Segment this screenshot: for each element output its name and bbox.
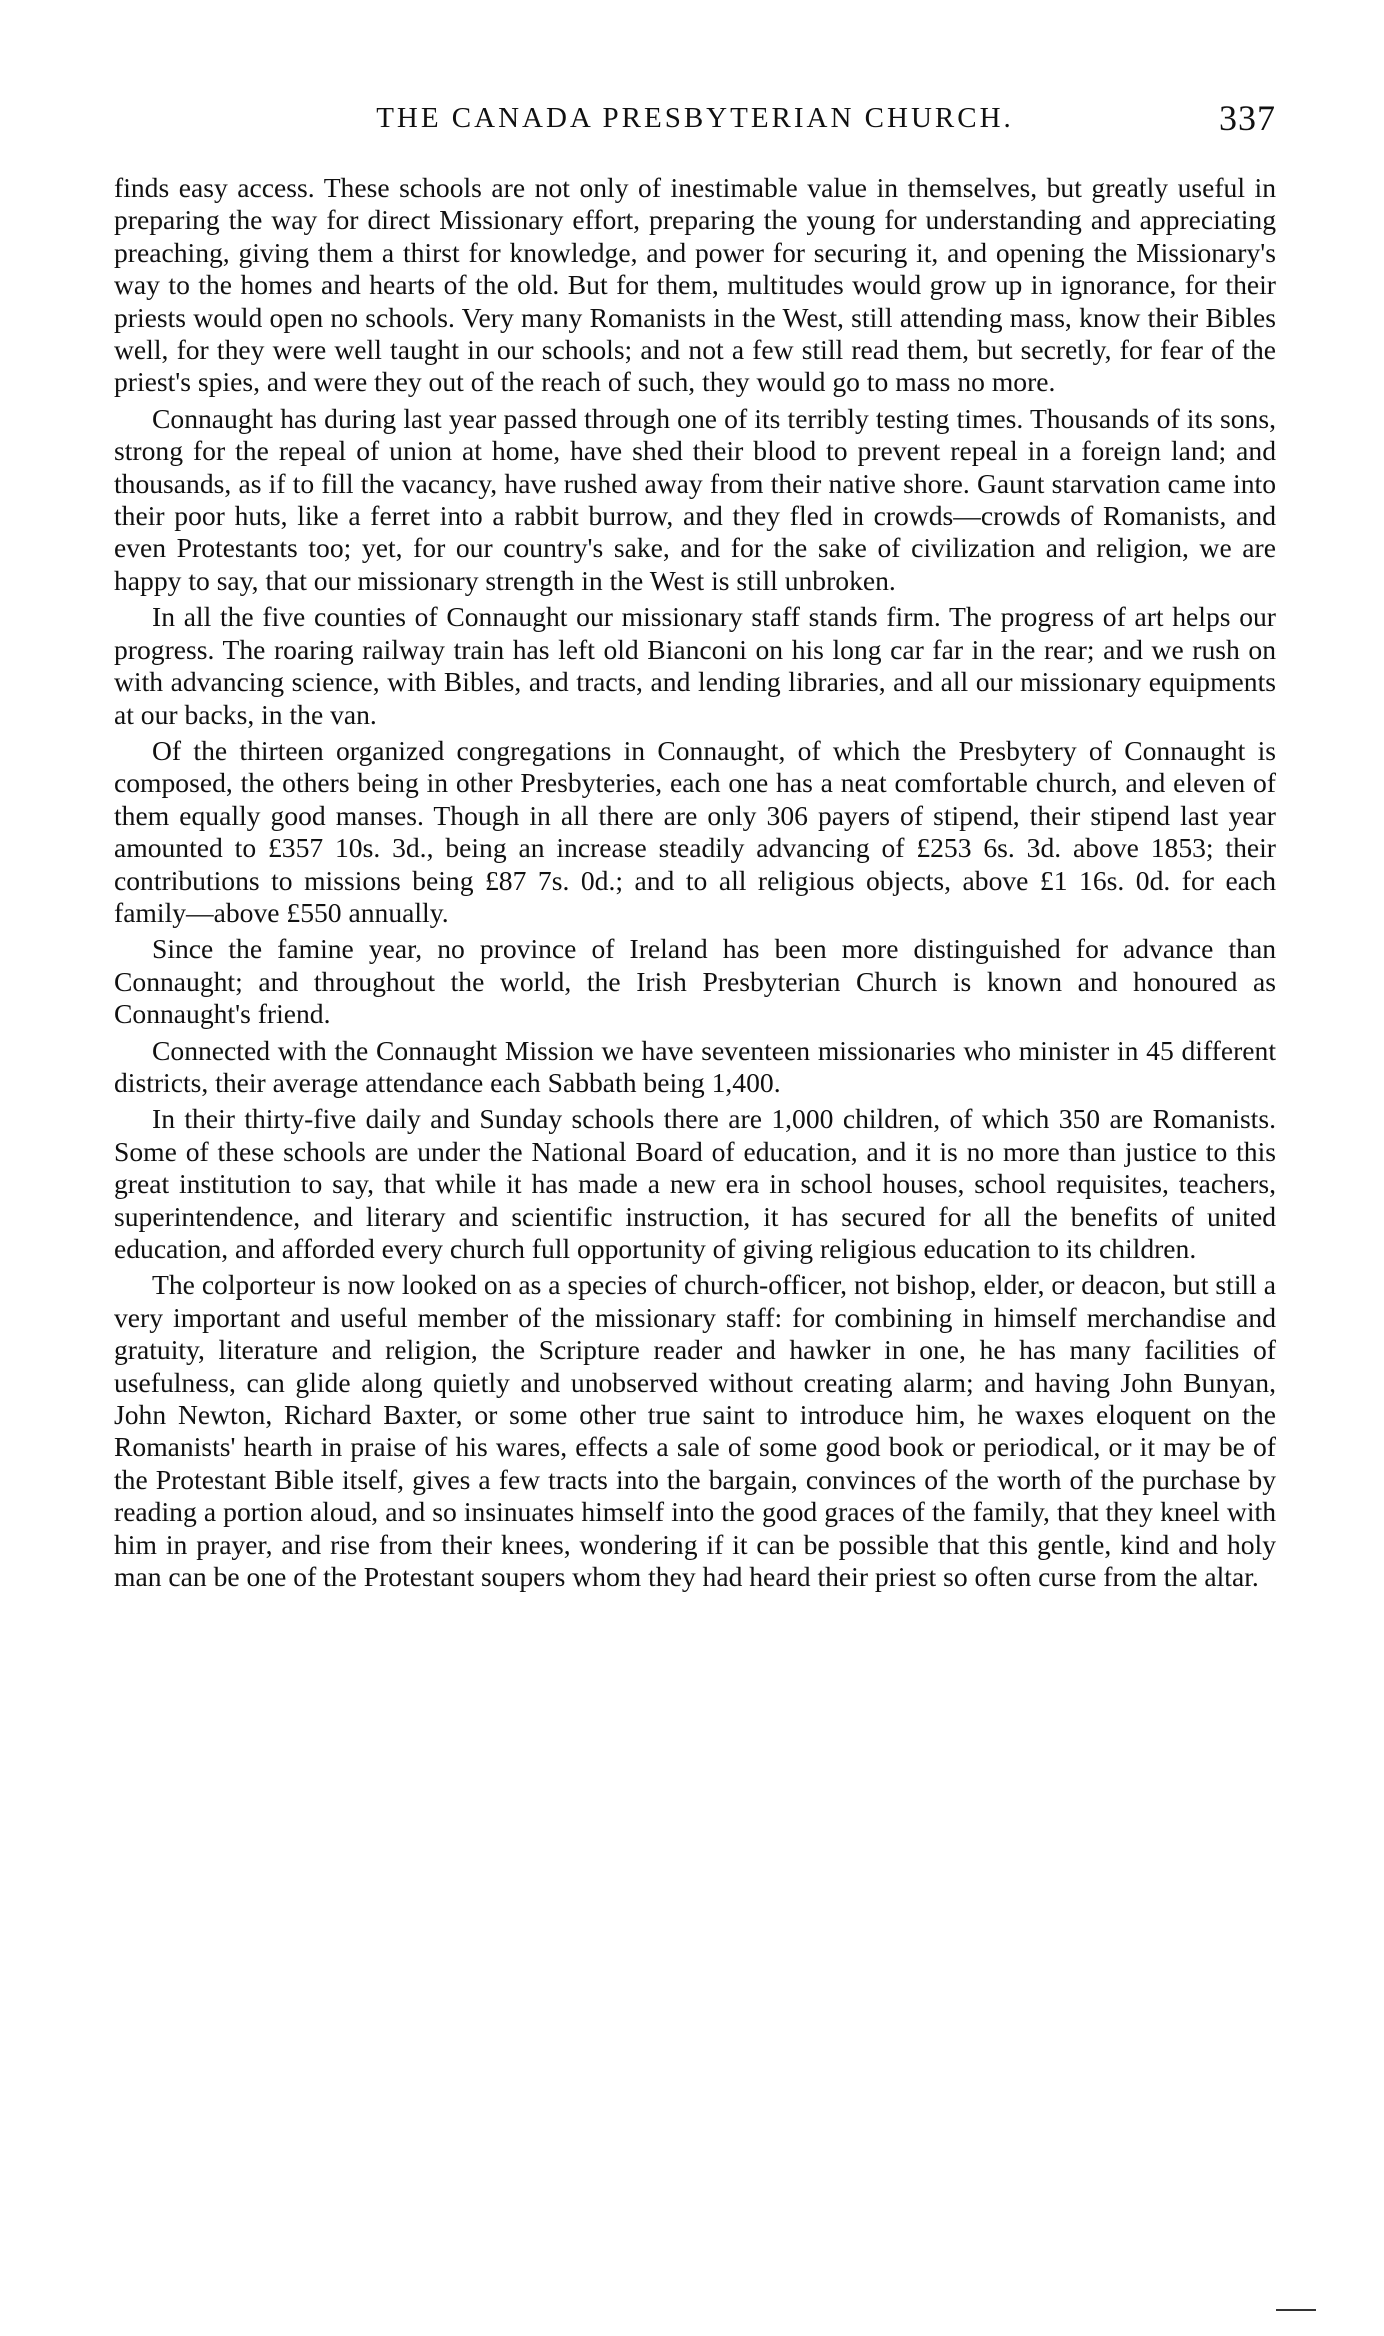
paragraph: The colporteur is now looked on as a species of church-officer, not bishop, elder, or deacon, but still a very important and useful member of the missionary staff: for combining in himself merchandise and gratuity, literature and religion, the Scripture reader and hawker in one, he has many facilities of usefulness, can glide along quietly and unobserved without creating alarm; and having John Bunyan, John Newton, Richard Baxter, or some other true saint to introduce him, he waxes eloquent on the Romanists' hearth in praise of his wares, effects a sale of some good book or periodical, or it may be of the Protestant Bible itself, gives a few tracts into the bargain, convinces of the worth of the purchase by reading a portion aloud, and so insinuates himself into the good graces of the family, that they kneel with him in prayer, and rise from their knees, wondering if it can be possible that this gentle, kind and holy man can be one of the Protestant soupers whom they had heard their priest so often curse from the altar. [114, 1269, 1276, 1593]
body-text [114, 172, 1276, 1597]
running-head [114, 92, 1276, 144]
paragraph: Connected with the Connaught Mission we have seventeen missionaries who minister in 45 different districts, their average attendance each Sabbath being 1,400. [114, 1034, 1276, 1098]
paragraph: Connaught has during last year passed through one of its terribly testing times. Thousands of its sons, strong for the repeal of union at home, have shed their blood to prevent repeal in a foreign land; and thousands, as if to fill the vacancy, have rushed away from their native shore. Gaunt starvation came into their poor huts, like a ferret into a rabbit burrow, and they fled in crowds—crowds of Romanists, and even Protestants too; yet, for our country's sake, and for the sake of civilization and religion, we are happy to say, that our missionary strength in the West is still unbroken. [114, 402, 1276, 596]
paragraph: In all the five counties of Connaught our missionary staff stands firm. The progress of art helps our progress. The roaring railway train has left old Bianconi on his long car far in the rear; and we rush on with advancing science, with Bibles, and tracts, and lending libraries, and all our missionary equipments at our backs, in the van. [114, 601, 1276, 730]
scan-mark [1276, 2309, 1316, 2311]
page-number: 337 [1219, 98, 1276, 138]
running-title: THE CANADA PRESBYTERIAN CHURCH. [376, 102, 1014, 134]
paragraph: Of the thirteen organized congregations in Connaught, of which the Presbytery of Connaught is composed, the others being in other Presbyteries, each one has a neat comfortable church, and eleven of them equally good manses. Though in all there are only 306 payers of stipend, their stipend last year amounted to £357 10s. 3d., being an increase steadily advancing of £253 6s. 3d. above 1853; their contributions to missions being £87 7s. 0d.; and to all religious objects, above £1 16s. 0d. for each family—above £550 annually. [114, 734, 1276, 928]
paragraph: Since the famine year, no province of Ireland has been more distinguished for advance than Connaught; and throughout the world, the Irish Presbyterian Church is known and honoured as Connaught's friend. [114, 933, 1276, 1030]
paragraph: In their thirty-five daily and Sunday schools there are 1,000 children, of which 350 are Romanists. Some of these schools are under the National Board of education, and it is no more than justice to this great institution to say, that while it has made a new era in school houses, school requisites, teachers, superintendence, and literary and scientific instruction, it has secured for all the benefits of united education, and afforded every church full opportunity of giving religious education to its children. [114, 1103, 1276, 1264]
paragraph: finds easy access. These schools are not only of inestimable value in themselves, but greatly useful in preparing the way for direct Missionary effort, preparing the young for understanding and appreciating preaching, giving them a thirst for knowledge, and power for securing it, and opening the Missionary's way to the homes and hearts of the old. But for them, multitudes would grow up in ignorance, for their priests would open no schools. Very many Romanists in the West, still attending mass, know their Bibles well, for they were well taught in our schools; and not a few still read them, but secretly, for fear of the priest's spies, and were they out of the reach of such, they would go to mass no more. [114, 172, 1276, 398]
